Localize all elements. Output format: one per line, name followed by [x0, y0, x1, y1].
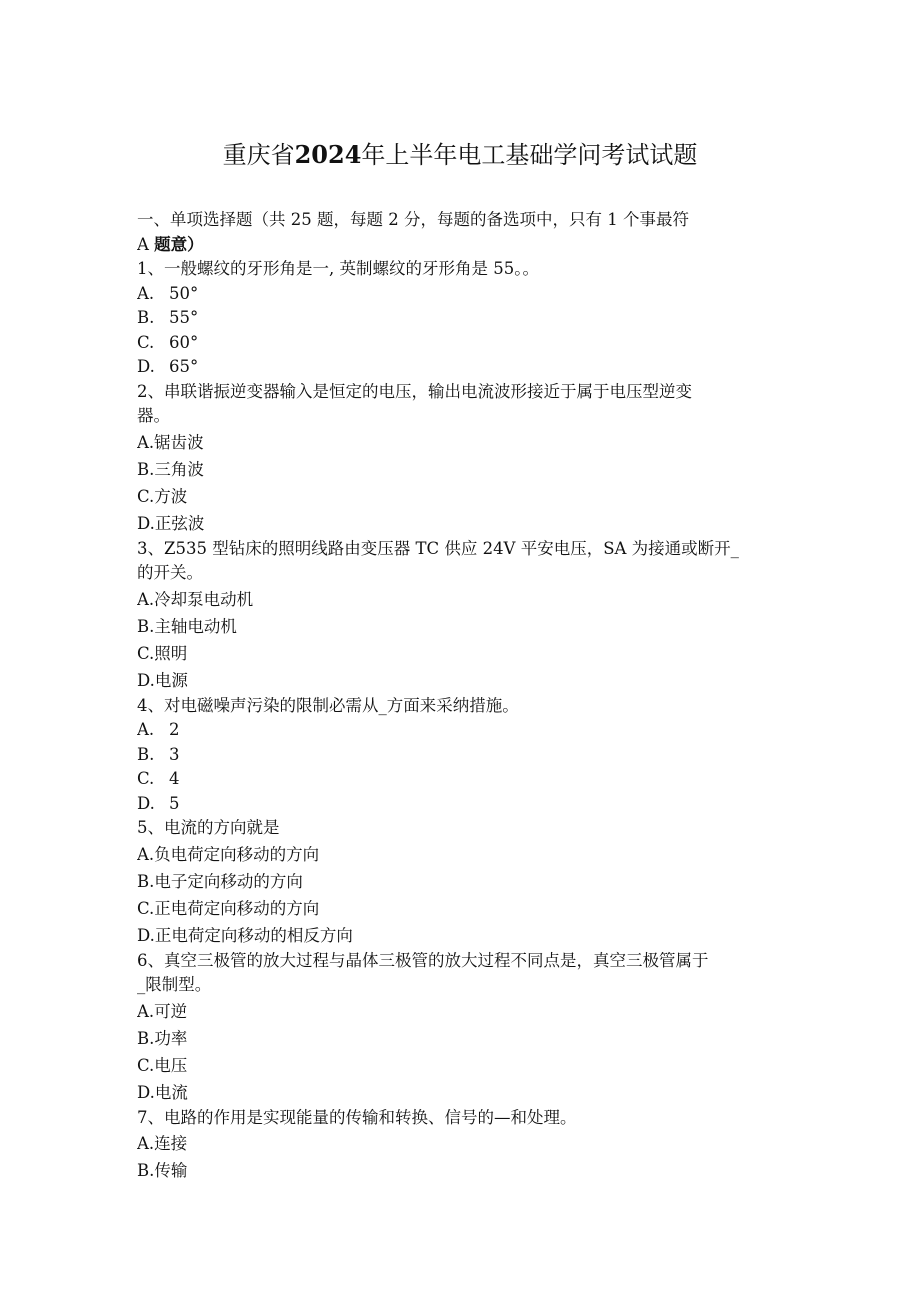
option-letter: A.	[137, 1134, 155, 1153]
title-year: 2024	[294, 140, 362, 169]
option-text: 方波	[154, 486, 188, 506]
option-letter: B.	[137, 616, 155, 636]
option-text: 4	[169, 769, 180, 788]
question-stem: 器。	[137, 406, 170, 425]
answer-option	[137, 743, 787, 768]
answer-option	[137, 868, 787, 895]
option-letter: C.	[137, 643, 155, 663]
answer-option	[137, 1130, 787, 1157]
question-1	[137, 257, 787, 380]
title-suffix: 年上半年电工基础学问考试试题	[361, 141, 698, 169]
option-text: 60°	[169, 332, 199, 352]
option-letter: A.	[137, 589, 155, 609]
option-text: 锯齿波	[154, 432, 204, 452]
option-letter: C.	[137, 898, 155, 918]
option-letter: A.	[137, 844, 155, 864]
question-7	[137, 1106, 787, 1185]
option-text: 功率	[154, 1028, 188, 1048]
document-title	[0, 140, 920, 170]
option-text: 电子定向移动的方向	[154, 871, 303, 891]
answer-option	[137, 510, 787, 537]
section-header: 一、单项选择题（共 25 题，每题 2 分，每题的备选项中，只有 1 个事最符	[137, 210, 689, 229]
question-stem: 6、真空三极管的放大过程与晶体三极管的放大过程不同点是，真空三极管属于	[137, 950, 709, 970]
option-text: 3	[169, 744, 180, 764]
option-text: 传输	[154, 1161, 188, 1180]
question-4	[137, 694, 787, 817]
answer-option	[137, 1079, 787, 1106]
option-text: 电源	[154, 670, 188, 690]
answer-option	[137, 586, 787, 613]
answer-option	[137, 841, 787, 868]
section-header-bold: 题意）	[154, 234, 204, 254]
option-text: 照明	[154, 643, 188, 663]
answer-option	[137, 998, 787, 1025]
option-letter: A.	[137, 432, 155, 452]
option-text: 可逆	[154, 1001, 188, 1021]
question-stem: 2、串联谐振逆变器输入是恒定的电压，输出电流波形接近于属于电压型逆变	[137, 381, 692, 401]
answer-option	[137, 767, 787, 792]
option-text: 正弦波	[154, 513, 205, 533]
option-text: 电压	[154, 1055, 188, 1075]
question-stem: 5、电流的方向就是	[137, 818, 280, 837]
question-2	[137, 380, 787, 537]
answer-option	[137, 667, 787, 694]
option-letter: B.	[137, 308, 155, 327]
option-letter: B.	[137, 1161, 155, 1180]
answer-option	[137, 792, 787, 817]
answer-option	[137, 282, 787, 307]
option-letter: D.	[137, 1082, 155, 1102]
option-text: 冷却泵电动机	[154, 589, 254, 609]
option-text: 2	[169, 720, 180, 739]
question-5	[137, 816, 787, 949]
answer-option	[137, 429, 787, 456]
title-prefix: 重庆省	[222, 141, 295, 169]
option-letter: D.	[137, 670, 155, 690]
answer-option	[137, 1025, 787, 1052]
answer-option	[137, 640, 787, 667]
option-letter: B.	[137, 459, 155, 479]
option-text: 电流	[154, 1082, 188, 1102]
answer-option	[137, 306, 787, 331]
question-3	[137, 537, 787, 694]
document-body	[137, 208, 787, 1184]
answer-option	[137, 483, 787, 510]
option-letter: D.	[137, 925, 155, 945]
answer-option	[137, 718, 787, 743]
option-letter: A.	[137, 720, 155, 739]
option-letter: D.	[137, 513, 155, 533]
option-letter: B.	[137, 744, 155, 764]
answer-option	[137, 331, 787, 356]
option-text: 连接	[154, 1134, 188, 1153]
section-header-prefix: A	[137, 234, 149, 254]
option-letter: A.	[137, 1001, 155, 1021]
answer-option	[137, 355, 787, 380]
option-text: 主轴电动机	[154, 616, 237, 636]
question-stem: 7、电路的作用是实现能量的传输和转换、信号的—和处理。	[137, 1107, 577, 1127]
answer-option	[137, 613, 787, 640]
option-letter: B.	[137, 1028, 155, 1048]
answer-option	[137, 1052, 787, 1079]
question-stem: 1、一般螺纹的牙形角是一, 英制螺纹的牙形角是 55。。	[137, 259, 539, 278]
option-text: 负电荷定向移动的方向	[154, 844, 320, 864]
question-stem: _限制型。	[137, 975, 212, 994]
option-letter: B.	[137, 871, 155, 891]
option-letter: D.	[137, 793, 155, 813]
option-letter: D.	[137, 357, 155, 376]
answer-option	[137, 456, 787, 483]
answer-option	[137, 895, 787, 922]
option-letter: C.	[137, 1055, 155, 1075]
option-text: 55°	[169, 308, 199, 327]
question-6	[137, 949, 787, 1106]
option-text: 65°	[169, 357, 199, 376]
section-header-continued	[137, 233, 787, 258]
option-text: 50°	[169, 283, 199, 303]
answer-option	[137, 922, 787, 949]
answer-option	[137, 1157, 787, 1184]
question-stem: 3、Z535 型钻床的照明线路由变压器 TC 供应 24V 平安电压，SA 为接通或断开_	[137, 538, 739, 558]
option-text: 5	[169, 793, 180, 813]
option-letter: A.	[137, 283, 155, 303]
option-text: 三角波	[154, 459, 204, 479]
option-letter: C.	[137, 332, 155, 352]
option-text: 正电荷定向移动的相反方向	[154, 925, 353, 945]
question-stem: 的开关。	[137, 563, 203, 582]
option-text: 正电荷定向移动的方向	[154, 898, 320, 918]
question-stem: 4、对电磁噪声污染的限制必需从_方面来采纳措施。	[137, 695, 519, 715]
option-letter: C.	[137, 486, 155, 506]
option-letter: C.	[137, 769, 155, 788]
